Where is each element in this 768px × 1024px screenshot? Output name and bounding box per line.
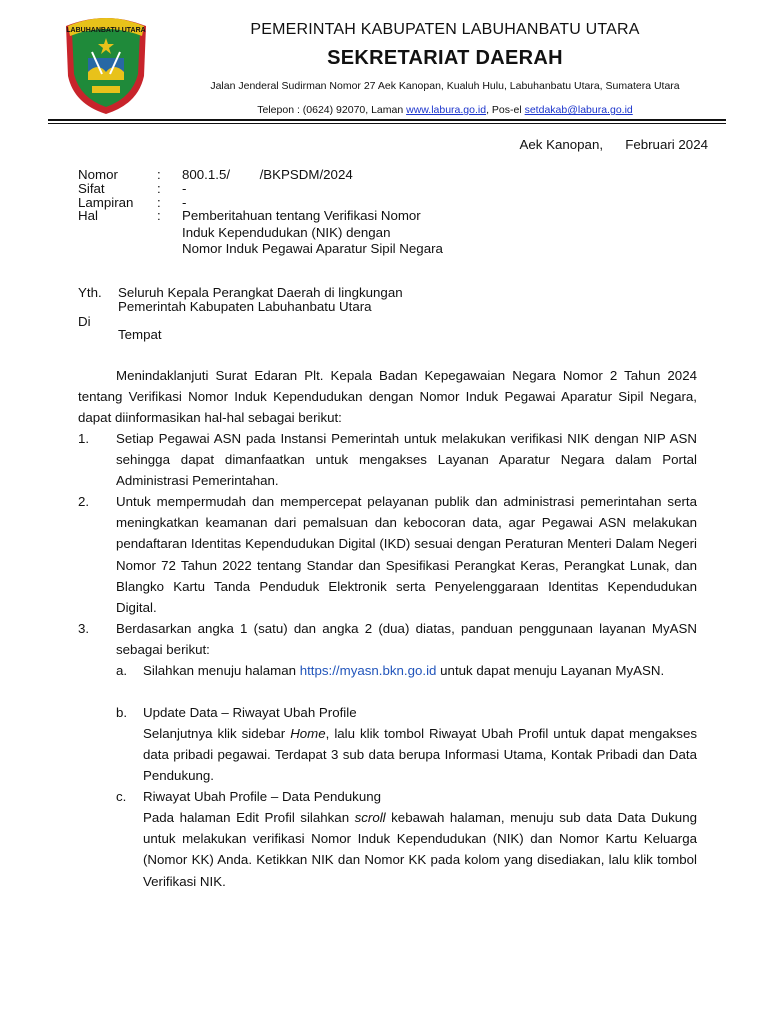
meta-value-nomor: 800.1.5/ /BKPSDM/2024 [182, 167, 353, 182]
subitem-text-part: Pada halaman Edit Profil silahkan [143, 810, 355, 825]
subitem-text-part: untuk dapat menuju Layanan MyASN. [436, 663, 665, 678]
subitem-letter: c. [116, 789, 127, 804]
item-number: 2. [78, 494, 90, 509]
email-link[interactable]: setdakab@labura.go.id [524, 104, 633, 116]
meta-label-hal: Hal [78, 208, 98, 223]
recipient-yth: Yth. [78, 285, 102, 300]
meta-colon: : [157, 181, 161, 196]
subitem-emphasis: scroll [354, 810, 386, 825]
contact-phone: Telepon : (0624) 92070, Laman [257, 104, 407, 116]
meta-label-lampiran: Lampiran [78, 195, 134, 210]
letterhead-rule-thick [48, 119, 726, 121]
letterhead-contact [165, 104, 725, 116]
recipient-line: Pemerintah Kabupaten Labuhanbatu Utara [118, 299, 372, 314]
meta-value-hal-line: Pemberitahuan tentang Verifikasi Nomor [182, 208, 421, 223]
letterhead-rule-thin [48, 123, 726, 124]
website-link[interactable]: www.labura.go.id [406, 104, 487, 116]
item-text: Untuk mempermudah dan mempercepat pelayanan publik dan administrasi pemerintahan serta meningkatkan keamanan dari pemalsuan dan kebocoran data, agar Pegawai ASN melakukan pendaftaran Identitas Kependudukan Digital (IKD) sesuai dengan Peraturan Menteri Dalam Negeri Nomor 72 Tahun 2022 tentang Standar dan Spesifikasi Perangkat Keras, Perangkat Lunak, dan Blangko Kartu Tanda Penduduk Elektronik serta Penyelenggaraan Identitas Kependudukan Digital. [116, 494, 697, 616]
meta-value-hal-line: Nomor Induk Pegawai Aparatur Sipil Negara [182, 241, 443, 256]
meta-label-sifat: Sifat [78, 181, 105, 196]
subitem-letter: a. [116, 663, 128, 678]
letterhead-government: PEMERINTAH KABUPATEN LABUHANBATU UTARA [250, 21, 640, 38]
subitem-text-part: Silahkan menuju halaman [143, 663, 300, 678]
item-text: Berdasarkan angka 1 (satu) dan angka 2 (dua) diatas, panduan penggunaan layanan MyASN sebagai berikut: [116, 621, 697, 658]
place-date: Aek Kanopan, Februari 2024 [519, 137, 708, 152]
myasn-link[interactable]: https://myasn.bkn.go.id [299, 663, 437, 678]
meta-value-sifat: - [182, 181, 187, 196]
meta-value-lampiran: - [182, 195, 187, 210]
subitem-text-part: kebawah halaman, menuju sub data Data Dukung untuk melakukan verifikasi Nomor Induk Kependudukan (NIK) dan Nomor Kartu Keluarga (Nomor KK) Anda. Ketikkan NIK dan Nomor KK pada kolom yang disediakan, lalu klik tombol Verifikasi NIK. [143, 810, 697, 889]
contact-separator: , Pos-el [486, 104, 525, 116]
meta-label-nomor: Nomor [78, 167, 118, 182]
logo-lettering: LABUHANBATU UTARA [66, 27, 146, 34]
item-text: Setiap Pegawai ASN pada Instansi Pemerintah untuk melakukan verifikasi NIK dengan NIP ASN sehingga dapat dimanfaatkan untuk mengakses Layanan Aparatur Negara dalam Portal Administrasi Pemerintahan. [116, 431, 697, 489]
subitem-a-text [143, 660, 697, 681]
meta-colon: : [157, 195, 161, 210]
subitem-b-title: Update Data – Riwayat Ubah Profile [143, 705, 357, 720]
subitem-text-part: Selanjutnya klik sidebar [143, 726, 291, 741]
meta-colon: : [157, 167, 161, 182]
letterhead-address: Jalan Jenderal Sudirman Nomor 27 Aek Kanopan, Kualuh Hulu, Labuhanbatu Utara, Sumatera Utara [210, 80, 680, 92]
subitem-text-part: , lalu klik tombol Riwayat Ubah Profil untuk dapat mengakses data pribadi pegawai. Terdapat 3 sub data berupa Informasi Utama, Kontak Pribadi dan Data Pendukung. [143, 726, 697, 784]
recipient-di: Di [78, 314, 91, 329]
intro-paragraph: Menindaklanjuti Surat Edaran Plt. Kepala Badan Kepegawaian Negara Nomor 2 Tahun 2024 tentang Verifikasi Nomor Induk Kependudukan dengan Nomor Induk Pegawai Aparatur Sipil Negara, dapat diinformasikan hal-hal sebagai berikut: [78, 368, 697, 426]
subitem-letter: b. [116, 705, 128, 720]
subitem-c-title: Riwayat Ubah Profile – Data Pendukung [143, 789, 382, 804]
meta-colon: : [157, 208, 161, 223]
subitem-c-text [143, 807, 697, 892]
recipient-tempat: Tempat [118, 327, 162, 342]
meta-value-hal-line: Induk Kependudukan (NIK) dengan [182, 225, 391, 240]
subitem-b-text [143, 723, 697, 787]
subitem-emphasis: Home [290, 726, 326, 741]
letterhead-office: SEKRETARIAT DAERAH [327, 47, 563, 69]
item-number: 3. [78, 621, 90, 636]
recipient-line: Seluruh Kepala Perangkat Daerah di lingkungan [118, 285, 403, 300]
regency-logo [58, 12, 154, 116]
item-number: 1. [78, 431, 90, 446]
